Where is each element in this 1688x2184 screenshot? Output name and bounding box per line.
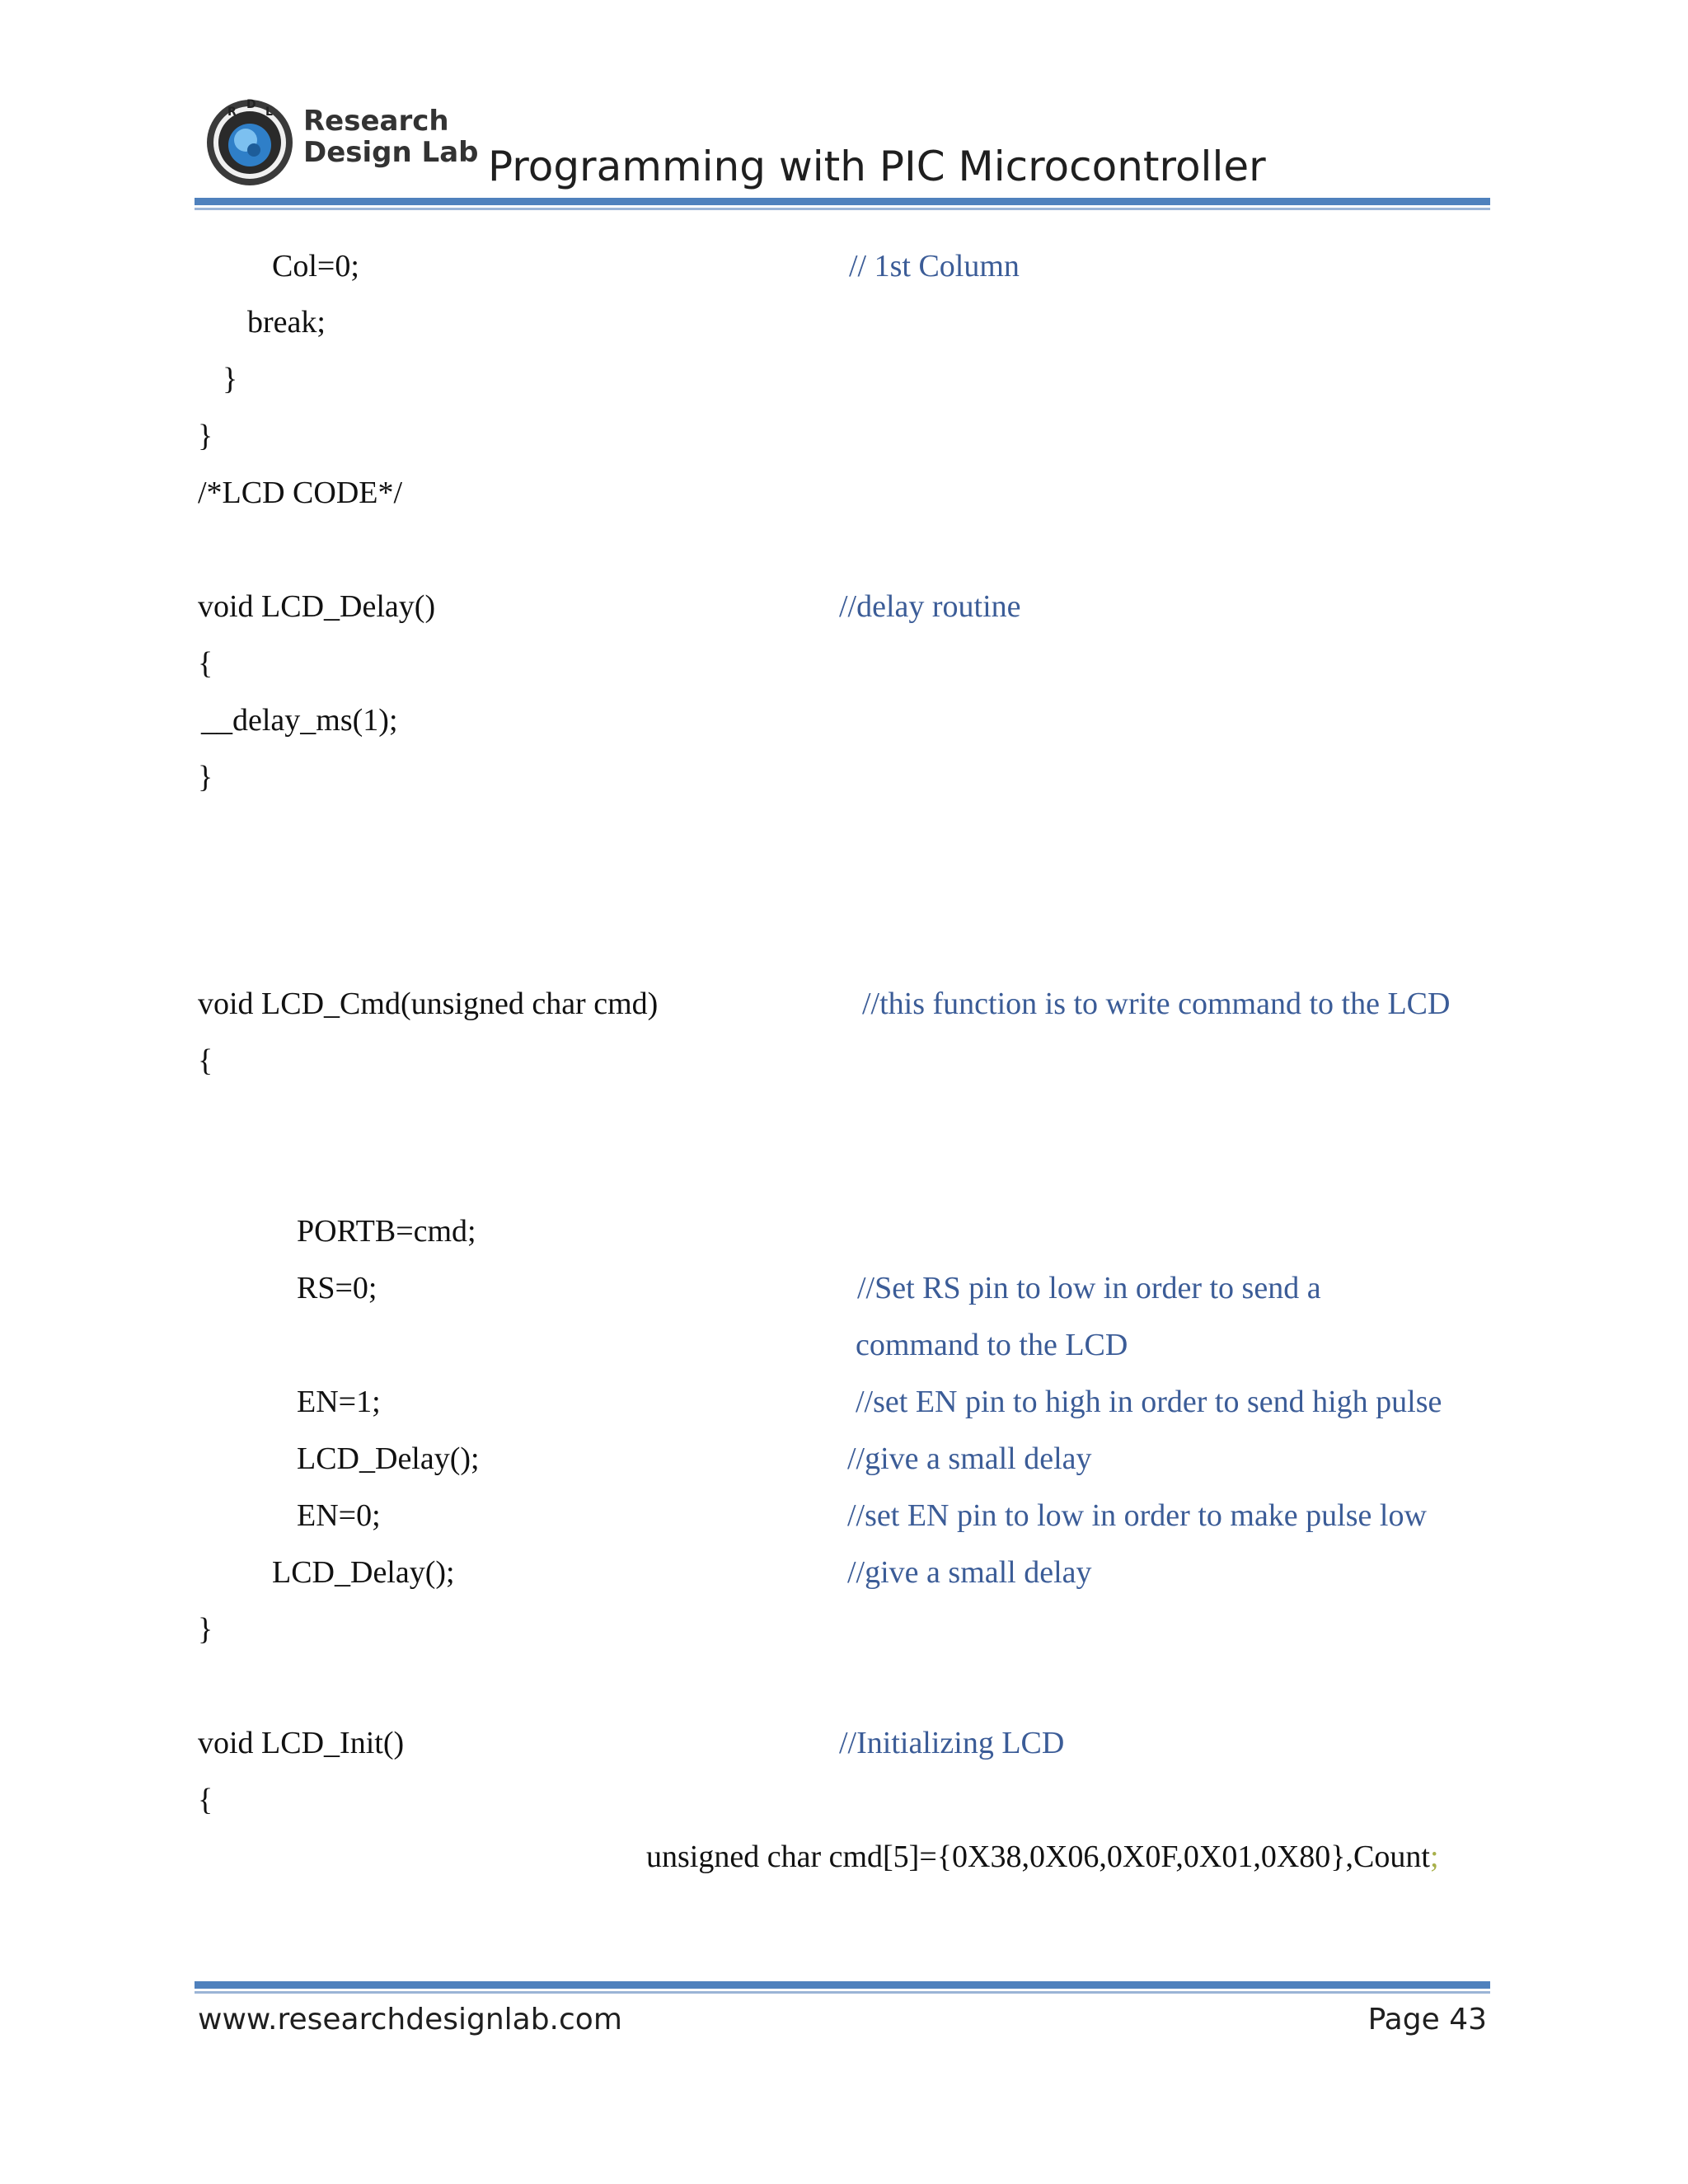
comment-1st-column: // 1st Column: [849, 249, 1020, 284]
comment-rs-low-cont: command to the LCD: [856, 1328, 1128, 1362]
rdl-logo-icon: [204, 97, 295, 188]
code-line-portb: PORTB=cmd;: [297, 1214, 476, 1249]
code-line-open-brace: {: [198, 1783, 213, 1817]
logo-letter-l: L: [265, 105, 273, 119]
code-line-en-low: EN=0;: [297, 1498, 381, 1533]
code-line-close-brace: }: [223, 362, 238, 396]
document-title: Programming with PIC Microcontroller: [488, 143, 1266, 190]
code-line-col: Col=0;: [272, 249, 359, 284]
comment-rs-low: //Set RS pin to low in order to send a: [857, 1271, 1321, 1305]
code-line-lcd-delay-call: LCD_Delay();: [297, 1441, 480, 1476]
code-line-open-brace: {: [198, 646, 213, 681]
header-rule: [195, 198, 1490, 210]
code-line-close-brace: }: [198, 1612, 213, 1647]
footer-website-link[interactable]: www.researchdesignlab.com: [198, 2003, 622, 2036]
code-line-open-brace: {: [198, 1043, 213, 1078]
code-line-cmd-array: [646, 1838, 1439, 1876]
code-line-rs: RS=0;: [297, 1271, 377, 1305]
comment-initializing-lcd: //Initializing LCD: [839, 1726, 1065, 1760]
code-line-break: break;: [247, 305, 326, 340]
cmd-array-semicolon: ;: [1429, 1840, 1439, 1874]
comment-delay-routine: //delay routine: [839, 589, 1021, 624]
page-number: Page 43: [1367, 2003, 1487, 2036]
brand-name: [303, 105, 479, 168]
footer-rule: [195, 1981, 1490, 1994]
comment-en-high: //set EN pin to high in order to send high pulse: [856, 1385, 1442, 1419]
logo-letter-d: D: [246, 98, 256, 111]
logo-letter-r: R: [227, 105, 237, 119]
code-line-en-high: EN=1;: [297, 1385, 381, 1419]
code-line-delay-ms: __delay_ms(1);: [201, 703, 398, 738]
comment-small-delay: //give a small delay: [847, 1555, 1092, 1590]
cmd-array-text: unsigned char cmd[5]={0X38,0X06,0X0F,0X01,0X80},Count: [646, 1840, 1430, 1874]
code-line-lcd-init-decl: void LCD_Init(): [198, 1726, 405, 1760]
code-line-lcd-cmd-decl: void LCD_Cmd(unsigned char cmd): [198, 987, 659, 1021]
code-line-close-brace: }: [198, 760, 213, 794]
comment-en-low: //set EN pin to low in order to make pulse low: [847, 1498, 1427, 1533]
code-line-close-brace: }: [198, 419, 213, 453]
brand-line-1: Research: [303, 105, 449, 138]
comment-small-delay: //give a small delay: [847, 1441, 1092, 1476]
code-line-lcd-delay-call: LCD_Delay();: [272, 1555, 455, 1590]
code-line-lcd-code-comment: /*LCD CODE*/: [198, 476, 403, 510]
comment-write-command: //this function is to write command to the LCD: [862, 987, 1451, 1021]
page-header: [0, 0, 1688, 214]
code-line-lcd-delay-decl: void LCD_Delay(): [198, 589, 436, 624]
brand-line-2: Design Lab: [303, 136, 479, 169]
